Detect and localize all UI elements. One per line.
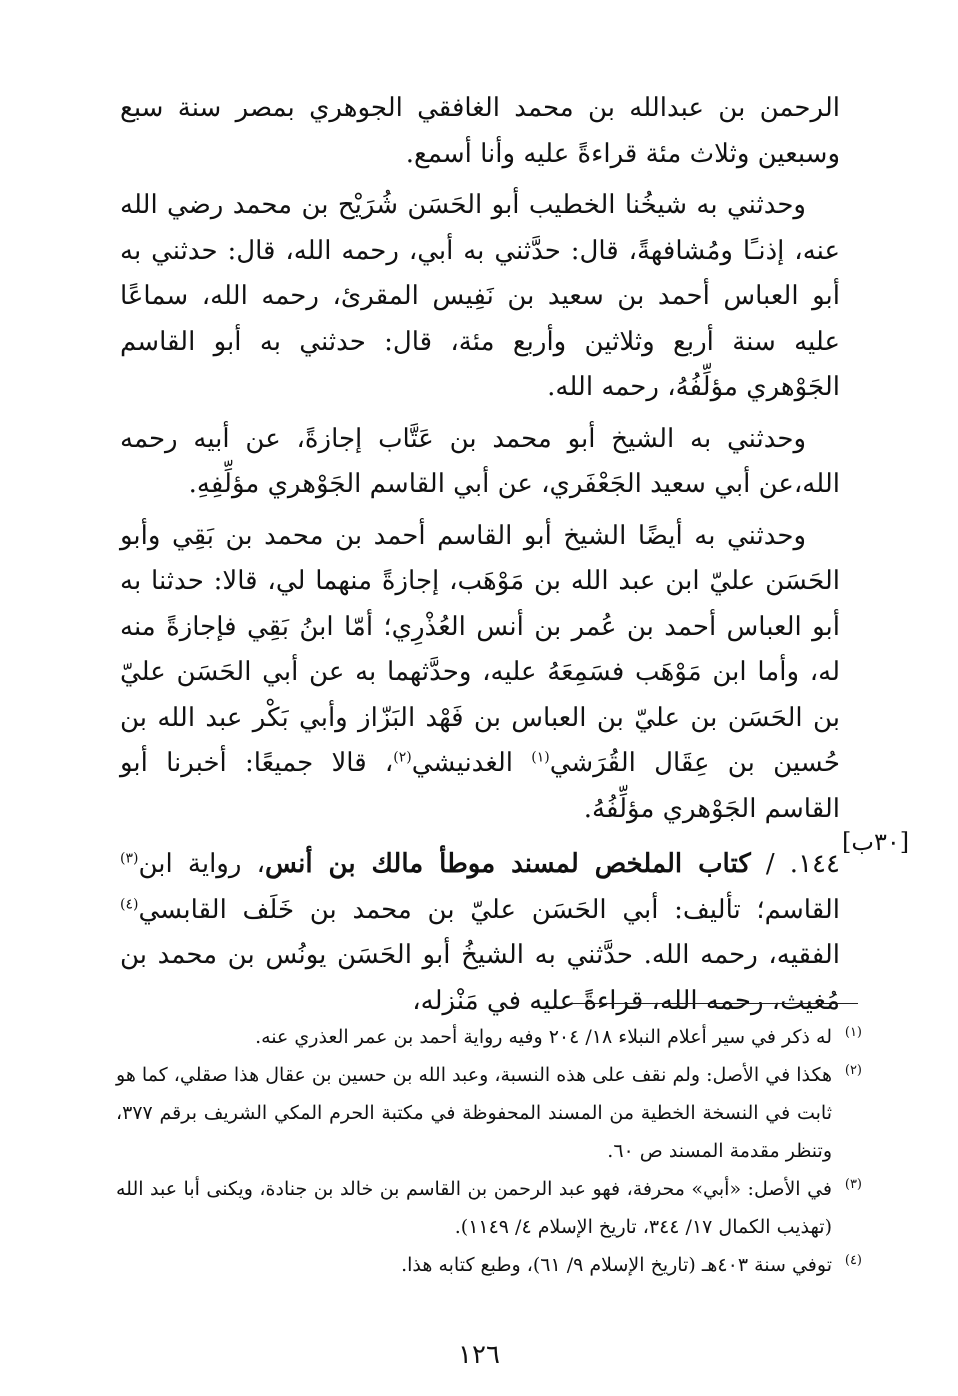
paragraph-baqi-mawhab-chain (120, 514, 840, 833)
paragraph-text: الغدنيشي (411, 748, 532, 778)
footnote-marker-1: (١) (531, 749, 550, 766)
manuscript-folio-ref: [٣٠ب] (842, 828, 910, 856)
footnote-number: (٢) (844, 1063, 862, 1078)
footnote-marker-3: (٣) (120, 850, 139, 867)
entry-144 (120, 842, 840, 1024)
footnote-divider (571, 1003, 858, 1004)
paragraph-text: وحدثني به أيضًا الشيخ أبو القاسم أحمد بن محمد بن بَقِي وأبو الحَسَن عليّ ابن عبد الله بن مَوْهَب، إجازةً منهما لي، قالا: حدثنا به أبو العباس أحمد بن عُمر بن أنس العُذْرِي؛ أمّا ابنُ بَقِي فإجازةً منه له، وأما ابن مَوْهَب فسَمِعَهُ عليه، وحدَّثهما به عن أبي الحَسَن عليّ بن الحَسَن بن عليّ بن العباس بن فَهْد البَزّاز وأبي بَكْر عبد الله بن حُسين بن عِقَال القُرَشي (120, 520, 840, 778)
entry-title: كتاب الملخص لمسند موطأ مالك بن أنس (264, 849, 751, 879)
footnotes (116, 1018, 862, 1284)
entry-number: ١٤٤. / (750, 849, 840, 879)
entry-text: القاسم؛ تأليف: أبي الحَسَن عليّ بن محمد بن خَلَف القابسي (138, 894, 840, 925)
page-number: ١٢٦ (458, 1340, 500, 1370)
paragraph-text: ، قالا جميعًا: أخبرنا أبو القاسم الجَوْهري مؤلِّفُهُ. (120, 748, 840, 824)
footnote-marker-2: (٢) (393, 749, 412, 766)
footnote-text: له ذكر في سير أعلام النبلاء ١٨/ ٢٠٤ وفيه رواية أحمد بن عمر العذري عنه. (255, 1026, 832, 1048)
paragraph-attab-chain: وحدثني به الشيخ أبو محمد بن عَتَّاب إجازةً، عن أبيه رحمه الله،عن أبي سعيد الجَعْفَري، عن أبي القاسم الجَوْهري مؤلِّفِهِ. (120, 423, 840, 499)
main-text (120, 86, 840, 1030)
paragraph-continuation: الرحمن بن عبدالله بن محمد الغافقي الجوهري بمصر سنة سبع وسبعين وثلاث مئة قراءةً عليه وأنا أسمع. (120, 93, 840, 169)
footnote-number: (٣) (844, 1177, 862, 1192)
entry-text: الفقيه، رحمه الله. حدَّثني به الشيخُ أبو الحَسَن يونُس بن محمد بن مُغيث، رحمه الله، قراءةً عليه في مَنْزله، (120, 940, 840, 1016)
footnote-number: (١) (844, 1025, 862, 1040)
footnote-1 (116, 1018, 862, 1056)
paragraph-shurayh-chain: وحدثني به شيخُنا الخطيب أبو الحَسَن شُرَيْح بن محمد رضي الله عنه، إذنـًا ومُشافهةً، قال: حدَّثني به أبي، رحمه الله، قال: حدثني به أبو العباس أحمد بن سعيد بن نَفِيس المقرئ، رحمه الله، سماعًا عليه سنة أربع وثلاثين وأربع مئة، قال: حدثني به أبو القاسم الجَوْهري مؤلِّفُهُ، رحمه الله. (120, 190, 840, 402)
footnote-text: في الأصل: «أبي» محرفة، فهو عبد الرحمن بن القاسم بن خالد بن جنادة، ويكنى أبا عبد الله (تهذيب الكمال ١٧/ ٣٤٤، تاريخ الإسلام ٤/ ١١٤٩). (116, 1178, 832, 1238)
footnote-text: هكذا في الأصل: ولم نقف على هذه النسبة، وعبد الله بن حسين بن عقال هذا صقلي، كما هو ثابت في النسخة الخطية من المسند المحفوظة في مكتبة الحرم المكي الشريف برقم ٣٧٧، وتنظر مقدمة المسند ص ٦٠. (116, 1064, 832, 1162)
footnote-4 (116, 1246, 862, 1284)
entry-text: ، رواية ابن (138, 849, 265, 879)
footnote-marker-4: (٤) (120, 895, 139, 912)
footnote-number: (٤) (844, 1253, 862, 1268)
footnote-2 (116, 1056, 862, 1170)
footnote-3 (116, 1170, 862, 1246)
footnote-text: توفي سنة ٤٠٣هـ (تاريخ الإسلام ٩/ ٦١)، وطبع كتابه هذا. (401, 1254, 832, 1276)
